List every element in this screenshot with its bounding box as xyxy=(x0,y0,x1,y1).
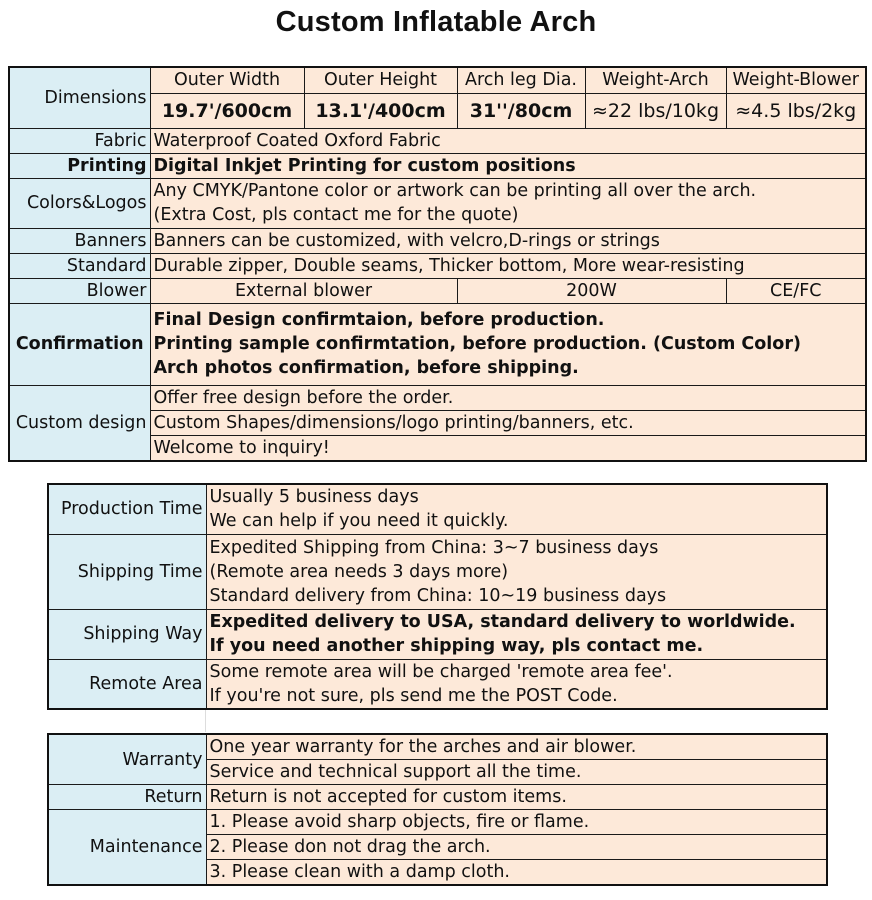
warranty-line: Service and technical support all the time. xyxy=(206,760,827,785)
maintenance-line: 2. Please don not drag the arch. xyxy=(206,835,827,860)
colors-label: Colors&Logos xyxy=(9,178,150,228)
printing-value: Digital Inkjet Printing for custom positions xyxy=(150,153,866,178)
maintenance-label: Maintenance xyxy=(48,810,206,886)
service-table xyxy=(47,733,828,886)
blower-type: External blower xyxy=(150,278,457,303)
spacer-row xyxy=(47,710,826,732)
header-weight-arch: Weight-Arch xyxy=(585,67,726,93)
production-time-label: Production Time xyxy=(48,484,206,534)
maintenance-line: 3. Please clean with a damp cloth. xyxy=(206,860,827,886)
return-value: Return is not accepted for custom items. xyxy=(206,785,827,810)
return-label: Return xyxy=(48,785,206,810)
value-outer-height: 13.1'/400cm xyxy=(304,93,457,128)
page-title: Custom Inflatable Arch xyxy=(275,6,597,38)
custom-line: Welcome to inquiry! xyxy=(150,435,866,461)
header-weight-blower: Weight-Blower xyxy=(726,67,866,93)
header-arch-leg: Arch leg Dia. xyxy=(457,67,585,93)
custom-line: Custom Shapes/dimensions/logo printing/banners, etc. xyxy=(150,410,866,435)
custom-line: Offer free design before the order. xyxy=(150,385,866,410)
dimensions-label: Dimensions xyxy=(9,67,150,128)
blower-power: 200W xyxy=(457,278,726,303)
warranty-line: One year warranty for the arches and air blower. xyxy=(206,734,827,760)
value-arch-leg: 31''/80cm xyxy=(457,93,585,128)
value-outer-width: 19.7'/600cm xyxy=(150,93,304,128)
blower-cert: CE/FC xyxy=(726,278,866,303)
standard-label: Standard xyxy=(9,253,150,278)
custom-design-label: Custom design xyxy=(9,385,150,461)
banners-label: Banners xyxy=(9,228,150,253)
shipping-time-line: Expedited Shipping from China: 3~7 business days xyxy=(209,537,659,558)
remote-area-label: Remote Area xyxy=(48,659,206,709)
shipping-table xyxy=(47,483,828,710)
remote-area-value xyxy=(206,659,827,709)
specs-table xyxy=(8,66,867,462)
confirmation-line: Final Design confirmtaion, before production. xyxy=(153,310,605,330)
shipping-way-value xyxy=(206,609,827,659)
shipping-time-line: Standard delivery from China: 10~19 business days xyxy=(209,585,667,606)
confirmation-line: Arch photos confirmation, before shipping. xyxy=(153,358,579,378)
value-weight-arch: ≈22 lbs/10kg xyxy=(585,93,726,128)
remote-line: Some remote area will be charged 'remote area fee'. xyxy=(209,661,673,682)
confirmation-label: Confirmation xyxy=(9,303,150,385)
shipping-way-line: If you need another shipping way, pls contact me. xyxy=(209,636,704,656)
header-outer-width: Outer Width xyxy=(150,67,304,93)
blower-label: Blower xyxy=(9,278,150,303)
shipping-time-line: (Remote area needs 3 days more) xyxy=(209,561,509,582)
production-time-value xyxy=(206,484,827,534)
shipping-way-line: Expedited delivery to USA, standard delivery to worldwide. xyxy=(209,612,796,632)
production-line: We can help if you need it quickly. xyxy=(209,511,509,532)
shipping-time-label: Shipping Time xyxy=(48,534,206,609)
header-outer-height: Outer Height xyxy=(304,67,457,93)
fabric-label: Fabric xyxy=(9,128,150,153)
maintenance-line: 1. Please avoid sharp objects, fire or flame. xyxy=(206,810,827,835)
production-line: Usually 5 business days xyxy=(209,487,419,508)
standard-value: Durable zipper, Double seams, Thicker bottom, More wear-resisting xyxy=(150,253,866,278)
colors-value xyxy=(150,178,866,228)
shipping-time-value xyxy=(206,534,827,609)
remote-line: If you're not sure, pls send me the POST Code. xyxy=(209,685,618,706)
warranty-label: Warranty xyxy=(48,734,206,785)
banners-value: Banners can be customized, with velcro,D-rings or strings xyxy=(150,228,866,253)
printing-label: Printing xyxy=(9,153,150,178)
confirmation-line: Printing sample confirmtation, before production. (Custom Color) xyxy=(153,334,801,354)
confirmation-value xyxy=(150,303,866,385)
fabric-value: Waterproof Coated Oxford Fabric xyxy=(150,128,866,153)
shipping-way-label: Shipping Way xyxy=(48,609,206,659)
value-weight-blower: ≈4.5 lbs/2kg xyxy=(726,93,866,128)
colors-line: (Extra Cost, pls contact me for the quote) xyxy=(153,205,519,225)
colors-line: Any CMYK/Pantone color or artwork can be printing all over the arch. xyxy=(153,181,757,201)
